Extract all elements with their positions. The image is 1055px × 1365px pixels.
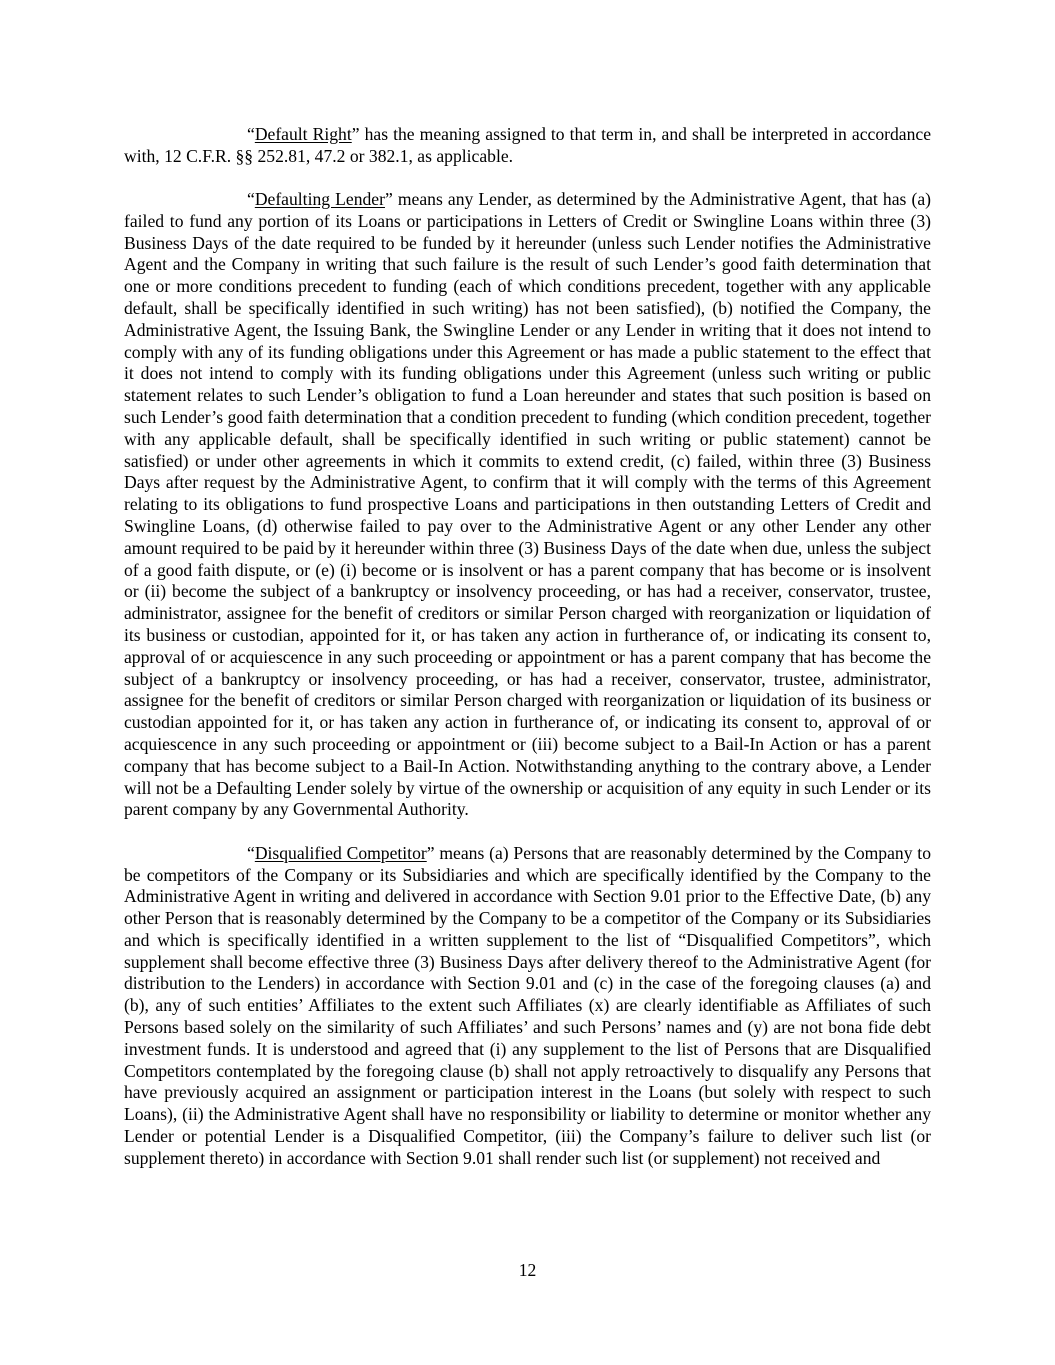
page-number: 12 (518, 1260, 537, 1280)
definition-defaulting-lender (124, 189, 931, 821)
definition-default-right (124, 124, 931, 168)
defined-term: Default Right (254, 124, 352, 144)
definition-body: ” has the meaning assigned to that term in, and shall be interpreted in accordance with, 12 C.F.R. §§ 252.81, 47.2 or 382.1, as applicable. (124, 124, 931, 166)
definition-body: ” means (a) Persons that are reasonably determined by the Company to be competitors of the Company or its Subsidiaries and which are specifically identified by the Company to the Administrative Agent in writing and delivered in accordance with Section 9.01 prior to the Effective Date, (b) any other Person that is reasonably determined by the Company to be a competitor of the Company or its Subsidiaries and which is specifically identified in a written supplement to the list of “Disqualified Competitors”, which supplement shall become effective three (3) Business Days after delivery thereof to the Administrative Agent (for distribution to the Lenders) in accordance with Section 9.01 and (c) in the case of the foregoing clauses (a) and (b), any of such entities’ Affiliates to the extent such Affiliates (x) are clearly identifiable as Affiliates of such Persons based solely on the similarity of such Affiliates’ and such Persons’ names and (y) are not bona fide debt investment funds. It is understood and agreed that (i) any supplement to the list of Persons that are Disqualified Competitors contemplated by the foregoing clause (b) shall not apply retroactively to disqualify any Persons that have previously acquired an assignment or participation interest in the Loans (but solely with respect to such Loans), (ii) the Administrative Agent shall have no responsibility or liability to determine or monitor whether any Lender or potential Lender is a Disqualified Competitor, (iii) the Company’s failure to deliver such list (or supplement thereto) in accordance with Section 9.01 shall render such list (or supplement) not received and (124, 842, 931, 1168)
defined-term: Defaulting Lender (254, 189, 385, 210)
open-quote: “ (247, 842, 255, 863)
definition-body: ” means any Lender, as determined by the Administrative Agent, that has (a) failed to fund any portion of its Loans or participations in Letters of Credit or Swingline Loans within three (3) Business Days of the date required to be funded by it hereunder (unless such Lender notifies the Administrative Agent and the Company in writing that such failure is the result of such Lender’s good faith determination that one or more conditions precedent to funding (each of which conditions precedent, together with any applicable default, shall be specifically identified in such writing) has not been satisfied), (b) notified the Company, the Administrative Agent, the Issuing Bank, the Swingline Lender or any Lender in writing that it does not intend to comply with any of its funding obligations under this Agreement or has made a public statement to the effect that it does not intend to comply with its funding obligations under this Agreement (unless such writing or public statement relates to such Lender’s obligation to fund a Loan hereunder and states that such position is based on such Lender’s good faith determination that a condition precedent to funding (which condition precedent, together with any applicable default, shall be specifically identified in such writing or public statement) cannot be satisfied) or under other agreements in which it commits to extend credit, (c) failed, within three (3) Business Days after request by the Administrative Agent, to confirm that it will comply with the terms of this Agreement relating to its obligations to fund prospective Loans and participations in then outstanding Letters of Credit and Swingline Loans, (d) otherwise failed to pay over to the Administrative Agent or any other Lender any other amount required to be paid by it hereunder within three (3) Business Days of the date when due, unless the subject of a good faith dispute, or (e) (i) become or is insolvent or has a parent company that has become or is insolvent or (ii) become the subject of a bankruptcy or insolvency proceeding, or has had a receiver, conservator, trustee, administrator, assignee for the benefit of creditors or similar Person charged with reorganization or liquidation of its business or custodian, appointed for it, or has taken any action in furtherance of, or indicating its consent to, approval of or acquiescence in any such proceeding or appointment or has a parent company that has become the subject of a bankruptcy or insolvency proceeding, or has had a receiver, conservator, trustee, administrator, assignee for the benefit of creditors or similar Person charged with reorganization or liquidation of its business or custodian appointed for it, or has taken any action in furtherance of, or indicating its consent to, approval of or acquiescence in any such proceeding or appointment or (iii) become subject to a Bail-In Action or has a parent company that has become subject to a Bail-In Action. Notwithstanding anything to the contrary above, a Lender will not be a Defaulting Lender solely by virtue of the ownership or acquisition of any equity in such Lender or its parent company by any Governmental Authority. (124, 189, 931, 820)
document-page (124, 124, 931, 1191)
definition-disqualified-competitor (124, 843, 931, 1170)
defined-term: Disqualified Competitor (254, 842, 427, 863)
open-quote: “ (247, 124, 255, 144)
open-quote: “ (247, 189, 255, 210)
